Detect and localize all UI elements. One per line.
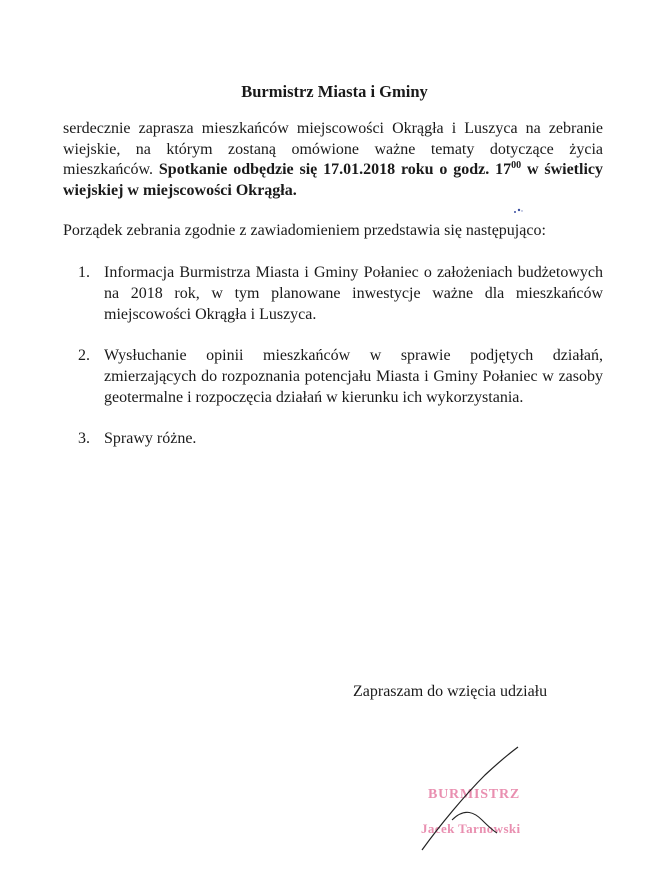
document-title: Burmistrz Miasta i Gminy xyxy=(241,82,428,101)
agenda-item-text: Informacja Burmistrza Miasta i Gminy Połaniec o założeniach budżetowych na 2018 rok, w tym planowane inwestycje ważne dla mieszkańców miejscowości Okrągła i Luszyca. xyxy=(104,264,603,323)
meeting-date-time: Spotkanie odbędzie się 17.01.2018 roku o godz. 17 xyxy=(158,161,512,178)
meeting-time-minutes: 00 xyxy=(511,160,522,171)
agenda-item xyxy=(78,262,603,325)
agenda-item-text: Sprawy różne. xyxy=(104,430,197,447)
stamp-name: Jacek Tarnowski xyxy=(421,821,521,836)
agenda-intro: Porządek zebrania zgodnie z zawiadomieniem przedstawia się następująco: xyxy=(63,222,546,239)
ink-speck-icon xyxy=(512,208,524,214)
closing-line: Zapraszam do wzięcia udziału xyxy=(353,683,548,700)
stamp-title: BURMISTRZ xyxy=(428,787,520,802)
agenda-list xyxy=(78,262,603,469)
signature-icon xyxy=(410,745,530,855)
invitation-paragraph xyxy=(63,119,603,201)
meeting-location: w świetlicy wiejskiej w miejscowości Okrągła. xyxy=(63,161,604,199)
agenda-item-number: 2. xyxy=(78,347,90,364)
agenda-item-text: Wysłuchanie opinii mieszkańców w sprawie podjętych działań, zmierzających do rozpoznania potencjału Miasta i Gminy Połaniec w zasoby geotermalne i rozpoczęcia działań w kierunku ich wykorzystania. xyxy=(104,347,603,406)
agenda-item-number: 3. xyxy=(78,430,90,447)
invitation-text: serdecznie zaprasza mieszkańców miejscowości Okrągła i Luszyca na zebranie wiejskie, na którym zostaną omówione ważne tematy dotyczące życia mieszkańców. xyxy=(63,120,603,178)
agenda-item xyxy=(78,345,603,408)
agenda-item-number: 1. xyxy=(78,264,90,281)
agenda-item xyxy=(78,428,603,449)
